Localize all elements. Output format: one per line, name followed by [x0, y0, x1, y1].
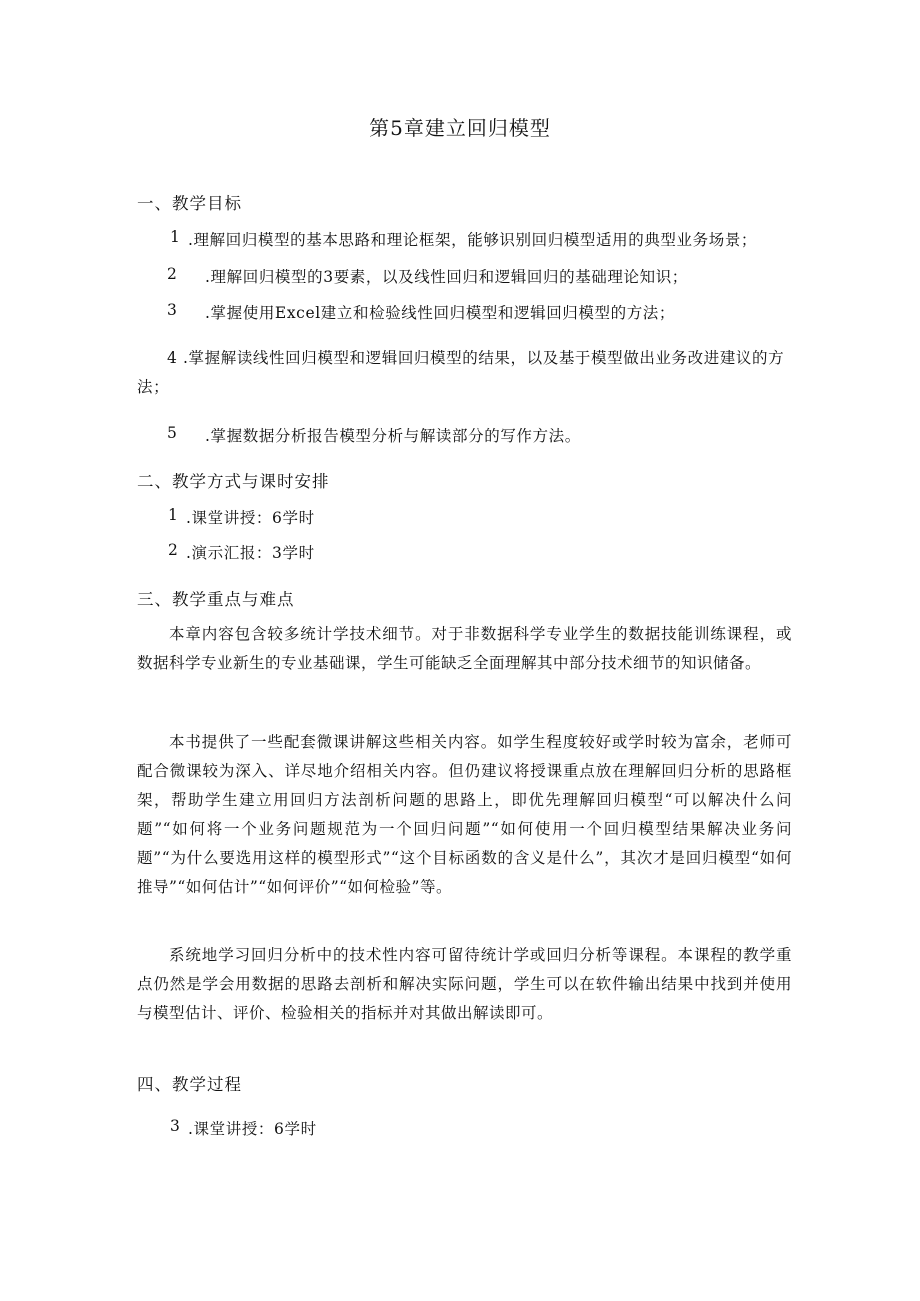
item-number: 1	[168, 506, 179, 524]
paragraph: 本章内容包含较多统计学技术细节。对于非数据科学专业学生的数据技能训练课程，或数据科学专业新生的专业基础课，学生可能缺乏全面理解其中部分技术细节的知识储备。	[137, 625, 792, 672]
item-number: 3	[170, 1117, 181, 1135]
section-heading-schedule: 二、教学方式与课时安排	[137, 472, 330, 491]
item-text: .演示汇报：3学时	[186, 544, 315, 562]
item-text: .课堂讲授：6学时	[188, 1120, 317, 1138]
item-text: .掌握解读线性回归模型和逻辑回归模型的结果，以及基于模型做出业务改进建议的方法；	[137, 349, 785, 396]
item-text: .课堂讲授：6学时	[186, 509, 315, 527]
item-number: 2	[168, 541, 179, 559]
paragraph: 系统地学习回归分析中的技术性内容可留待统计学或回归分析等课程。本课程的教学重点仍然是学会用数据的思路去剖析和解决实际问题，学生可以在软件输出结果中找到并使用与模型估计、评价、检验相关的指标并对其做出解读即可。	[137, 946, 792, 1022]
section-heading-process: 四、教学过程	[137, 1075, 242, 1094]
item-text: .掌握数据分析报告模型分析与解读部分的写作方法。	[205, 427, 581, 445]
page-title: 第5章建立回归模型	[369, 116, 551, 140]
item-text: .理解回归模型的3要素，以及线性回归和逻辑回归的基础理论知识；	[205, 268, 688, 286]
item-number: 2	[167, 265, 178, 283]
item-number: 1	[170, 228, 181, 246]
item-number: 4	[167, 349, 178, 367]
section-heading-goals: 一、教学目标	[137, 194, 242, 213]
item-text: .理解回归模型的基本思路和理论框架，能够识别回归模型适用的典型业务场景；	[188, 231, 758, 249]
paragraph: 本书提供了一些配套微课讲解这些相关内容。如学生程度较好或学时较为富余，老师可配合微课较为深入、详尽地介绍相关内容。但仍建议将授课重点放在理解回归分析的思路框架，帮助学生建立用回归方法剖析问题的思路上，即优先理解回归模型“可以解决什么问题”“如何将一个业务问题规范为一个回归问题”“如何使用一个回归模型结果解决业务问题”“为什么要选用这样的模型形式”“这个目标函数的含义是什么”，其次才是回归模型“如何推导”“如何估计”“如何评价”“如何检验”等。	[137, 733, 792, 896]
item-number: 5	[167, 424, 178, 442]
item-number: 3	[167, 301, 178, 319]
item-text: .掌握使用Excel建立和检验线性回归模型和逻辑回归模型的方法；	[205, 304, 675, 322]
list-item	[137, 344, 792, 402]
section-heading-key-points: 三、教学重点与难点	[137, 590, 295, 609]
